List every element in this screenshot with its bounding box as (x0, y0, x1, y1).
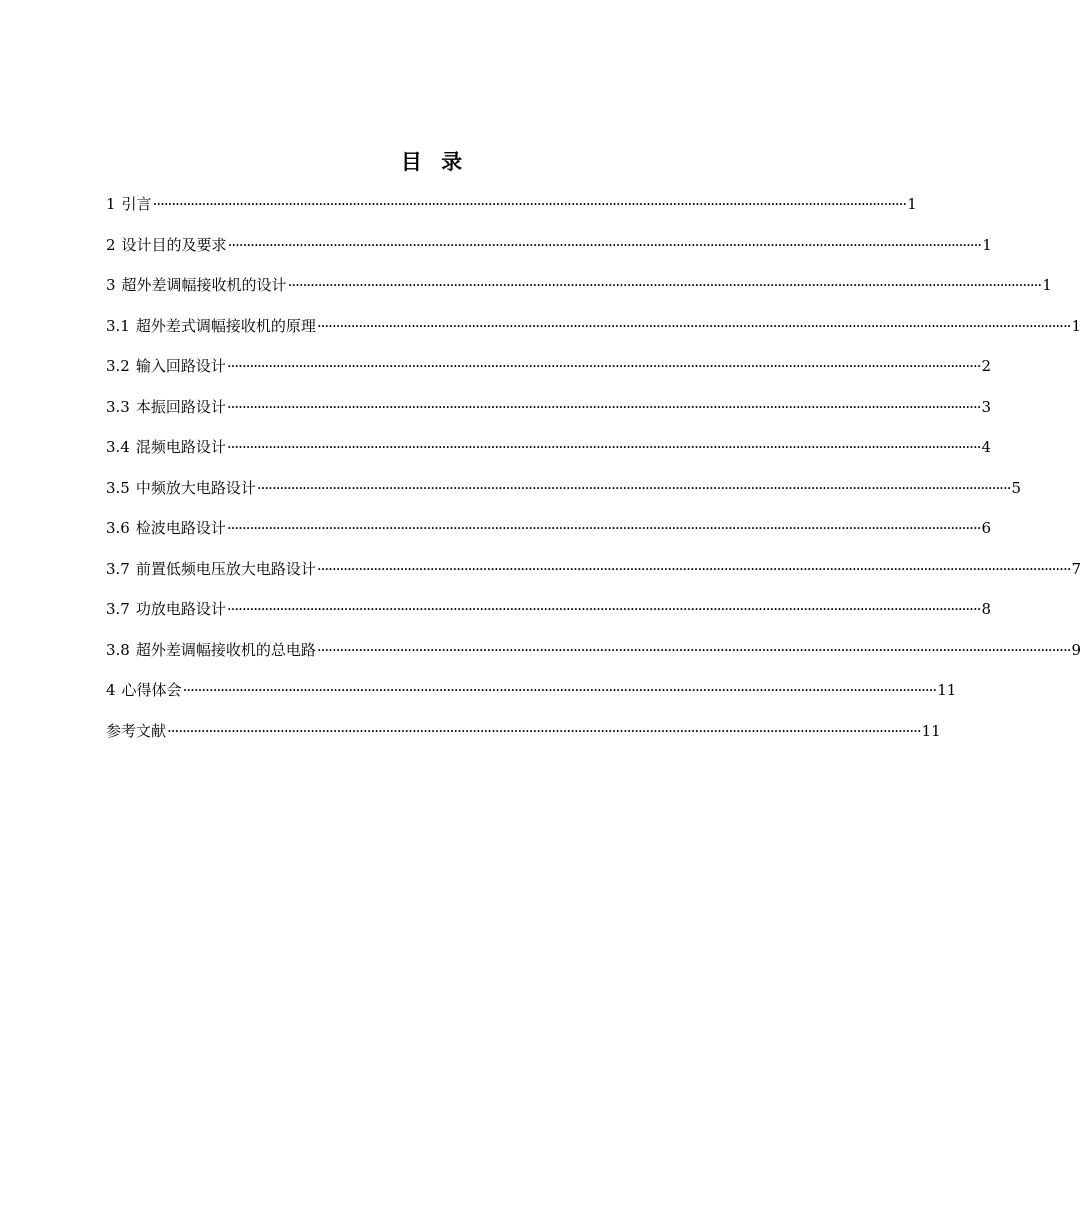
toc-entry-number: 3 (106, 276, 116, 294)
toc-entry-label (106, 350, 226, 382)
toc-entry-label (106, 431, 226, 463)
toc-dot-leader: ········································································································································································································ (316, 316, 1071, 335)
toc-entry[interactable] (106, 391, 992, 432)
toc-entry-page: 11 (937, 681, 957, 699)
toc-entry-number: 3.4 (106, 438, 130, 456)
toc-entry-label (106, 391, 226, 423)
toc-entry-label (106, 634, 316, 666)
toc-entry[interactable] (106, 229, 992, 270)
toc-entry-page: 6 (981, 519, 992, 537)
toc-entry-page: 1 (982, 235, 992, 254)
toc-entry-title: 超外差调幅接收机的总电路 (135, 640, 316, 659)
toc-dot-leader: ········································································································································································································ (226, 397, 981, 416)
toc-dot-leader: ········································································································································································································ (226, 438, 981, 456)
toc-entry-label (106, 229, 227, 261)
toc-entry-page: 9 (1071, 640, 1081, 659)
toc-entry-title: 参考文献 (106, 721, 167, 740)
toc-entry-label (106, 310, 316, 342)
toc-entry-label (106, 553, 316, 585)
toc-entry-title: 引言 (121, 195, 152, 213)
toc-entry-page: 1 (1042, 276, 1052, 294)
toc-dot-leader: ········································································································································································································ (287, 276, 1042, 294)
toc-entry-number: 4 (106, 681, 116, 699)
toc-entry-label (106, 593, 226, 625)
toc-entry-title: 混频电路设计 (135, 438, 226, 456)
toc-entry-number: 1 (106, 195, 116, 213)
toc-entry-title: 检波电路设计 (135, 519, 226, 537)
toc-entry-page: 1 (1071, 316, 1081, 335)
toc-entry[interactable] (106, 431, 992, 472)
toc-entry-number: 3.2 (106, 357, 130, 375)
toc-entry-page: 1 (907, 195, 917, 213)
toc-dot-leader: ········································································································································································································ (226, 519, 981, 537)
toc-entry-number: 3.6 (106, 519, 130, 537)
toc-entry[interactable] (106, 350, 992, 391)
toc-entry-page: 7 (1071, 559, 1081, 578)
toc-entry-title: 输入回路设计 (135, 357, 226, 375)
toc-entry-title: 设计目的及要求 (121, 235, 227, 254)
toc-dot-leader: ········································································································································································································ (226, 357, 981, 375)
toc-dot-leader: ········································································································································································································ (182, 681, 937, 699)
toc-entry-label (106, 269, 287, 301)
toc-entry-number: 2 (106, 235, 116, 254)
toc-title: 目 录 (400, 150, 469, 174)
toc-entry-page: 8 (981, 600, 992, 618)
toc-entry[interactable] (106, 472, 1022, 513)
toc-entry-page: 5 (1011, 478, 1022, 497)
toc-entry-page: 4 (981, 438, 992, 456)
toc-entry[interactable] (106, 512, 992, 553)
toc-entry[interactable] (106, 593, 992, 634)
toc-entry-number: 3.3 (106, 397, 130, 416)
toc-dot-leader: ········································································································································································································ (316, 640, 1071, 659)
toc-entry-number: 3.7 (106, 559, 130, 578)
toc-entry-title: 心得体会 (121, 681, 182, 699)
toc-entry[interactable] (106, 188, 917, 229)
toc-dot-leader: ········································································································································································································ (256, 478, 1011, 497)
toc-entry-number: 3.1 (106, 316, 130, 335)
toc-entry-page: 3 (981, 397, 992, 416)
toc-entry-title: 本振回路设计 (135, 397, 226, 416)
toc-entry-page: 11 (921, 721, 941, 740)
toc-entry[interactable] (106, 634, 1081, 675)
toc-entry-title: 超外差调幅接收机的设计 (121, 276, 287, 294)
toc-dot-leader: ········································································································································································································ (152, 195, 907, 213)
toc-entry-title: 中频放大电路设计 (135, 478, 256, 497)
toc-entry[interactable] (106, 310, 1081, 351)
toc-entry[interactable] (106, 715, 941, 756)
toc-entry-title: 超外差式调幅接收机的原理 (135, 316, 316, 335)
toc-list (106, 188, 1081, 755)
toc-entry-title: 前置低频电压放大电路设计 (135, 559, 316, 578)
toc-entry-number: 3.5 (106, 478, 130, 497)
toc-entry[interactable] (106, 674, 957, 715)
toc-entry[interactable] (106, 269, 1052, 310)
toc-entry[interactable] (106, 553, 1081, 594)
toc-entry-page: 2 (981, 357, 992, 375)
toc-dot-leader: ········································································································································································································ (167, 721, 921, 740)
toc-dot-leader: ········································································································································································································ (316, 559, 1071, 578)
toc-entry-label (106, 512, 226, 544)
toc-entry-label (106, 188, 152, 220)
toc-entry-label (106, 472, 256, 504)
toc-entry-number: 3.8 (106, 640, 130, 659)
toc-dot-leader: ········································································································································································································ (226, 600, 981, 618)
toc-entry-label (106, 715, 166, 747)
toc-entry-label (106, 674, 182, 706)
toc-entry-title: 功放电路设计 (135, 600, 226, 618)
toc-dot-leader: ········································································································································································································ (227, 235, 982, 254)
toc-entry-number: 3.7 (106, 600, 130, 618)
